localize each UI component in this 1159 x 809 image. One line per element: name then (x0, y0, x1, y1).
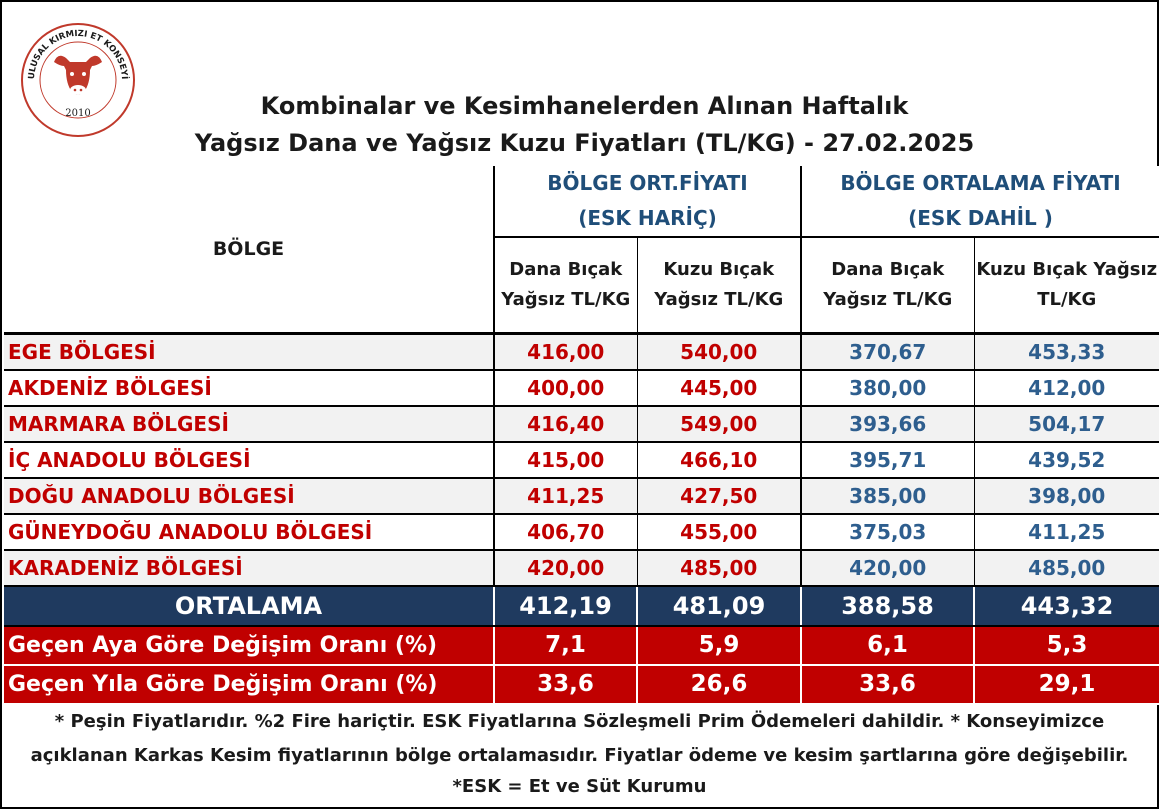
sub-header-dana-haric: Dana Bıçak Yağsız TL/KG (494, 237, 637, 333)
table-row (4, 442, 1159, 478)
change-cell: 5,3 (974, 626, 1159, 665)
average-row (4, 586, 1159, 626)
region-name: DOĞU ANADOLU BÖLGESİ (4, 478, 494, 514)
council-logo (20, 22, 136, 138)
monthly-change-row (4, 626, 1159, 665)
group-header-esk-haric: BÖLGE ORT.FİYATI (ESK HARİÇ) (494, 166, 801, 237)
change-cell: 5,9 (637, 626, 801, 665)
logo-arc-text: ULUSAL KIRMIZI ET KONSEYİ (26, 28, 130, 80)
group-header-esk-dahil: BÖLGE ORTALAMA FİYATI (ESK DAHİL ) (801, 166, 1159, 237)
change-label: Geçen Yıla Göre Değişim Oranı (%) (4, 665, 494, 704)
price-cell: 406,70 (494, 514, 637, 550)
price-cell: 549,00 (637, 406, 801, 442)
change-cell: 29,1 (974, 665, 1159, 704)
change-cell: 26,6 (637, 665, 801, 704)
change-cell: 6,1 (801, 626, 974, 665)
sub-header-dana-dahil: Dana Bıçak Yağsız TL/KG (801, 237, 974, 333)
price-cell: 420,00 (801, 550, 974, 586)
price-cell: 439,52 (974, 442, 1159, 478)
price-cell: 411,25 (494, 478, 637, 514)
region-name: KARADENİZ BÖLGESİ (4, 550, 494, 586)
price-table (4, 166, 1159, 705)
price-cell: 412,00 (974, 370, 1159, 406)
region-name: GÜNEYDOĞU ANADOLU BÖLGESİ (4, 514, 494, 550)
table-row (4, 478, 1159, 514)
price-cell: 375,03 (801, 514, 974, 550)
table-row (4, 514, 1159, 550)
region-name: EGE BÖLGESİ (4, 333, 494, 370)
average-cell: 443,32 (974, 586, 1159, 626)
change-cell: 33,6 (801, 665, 974, 704)
logo-year: 2010 (65, 108, 91, 119)
price-cell: 540,00 (637, 333, 801, 370)
average-cell: 481,09 (637, 586, 801, 626)
report-title-line-2: Yağsız Dana ve Yağsız Kuzu Fiyatları (TL/KG) - 27.02.2025 (194, 129, 975, 157)
yearly-change-row (4, 665, 1159, 704)
price-cell: 416,00 (494, 333, 637, 370)
footnote-line-2: açıklanan Karkas Kesim fiyatlarının bölge ortalamasıdır. Fiyatlar ödeme ve kesim şartlarına göre değişebilir. (30, 745, 1129, 766)
footnote-line-1: * Peşin Fiyatlarıdır. %2 Fire hariçtir. ESK Fiyatlarına Sözleşmeli Prim Ödemeleri dahildir. * Konseyimizce (54, 711, 1105, 732)
price-cell: 395,71 (801, 442, 974, 478)
region-column-header: BÖLGE (4, 166, 494, 333)
price-cell: 420,00 (494, 550, 637, 586)
table-row (4, 333, 1159, 370)
change-label: Geçen Aya Göre Değişim Oranı (%) (4, 626, 494, 665)
footnote-line-3: *ESK = Et ve Süt Kurumu (452, 776, 707, 797)
price-cell: 393,66 (801, 406, 974, 442)
price-cell: 416,40 (494, 406, 637, 442)
price-cell: 455,00 (637, 514, 801, 550)
price-cell: 445,00 (637, 370, 801, 406)
price-cell: 370,67 (801, 333, 974, 370)
report-title-line-1: Kombinalar ve Kesimhanelerden Alınan Haftalık (260, 92, 909, 120)
region-name: AKDENİZ BÖLGESİ (4, 370, 494, 406)
sub-header-kuzu-dahil: Kuzu Bıçak Yağsız TL/KG (974, 237, 1159, 333)
sub-header-kuzu-haric: Kuzu Bıçak Yağsız TL/KG (637, 237, 801, 333)
table-row (4, 550, 1159, 586)
change-cell: 33,6 (494, 665, 637, 704)
price-cell: 485,00 (974, 550, 1159, 586)
price-cell: 400,00 (494, 370, 637, 406)
region-name: MARMARA BÖLGESİ (4, 406, 494, 442)
price-cell: 380,00 (801, 370, 974, 406)
price-cell: 504,17 (974, 406, 1159, 442)
region-rows (4, 333, 1159, 586)
price-cell: 466,10 (637, 442, 801, 478)
change-cell: 7,1 (494, 626, 637, 665)
table-row (4, 406, 1159, 442)
price-cell: 485,00 (637, 550, 801, 586)
average-cell: 388,58 (801, 586, 974, 626)
price-cell: 415,00 (494, 442, 637, 478)
price-cell: 385,00 (801, 478, 974, 514)
price-cell: 411,25 (974, 514, 1159, 550)
price-cell: 427,50 (637, 478, 801, 514)
price-cell: 398,00 (974, 478, 1159, 514)
region-name: İÇ ANADOLU BÖLGESİ (4, 442, 494, 478)
average-label: ORTALAMA (4, 586, 494, 626)
price-cell: 453,33 (974, 333, 1159, 370)
average-cell: 412,19 (494, 586, 637, 626)
table-row (4, 370, 1159, 406)
